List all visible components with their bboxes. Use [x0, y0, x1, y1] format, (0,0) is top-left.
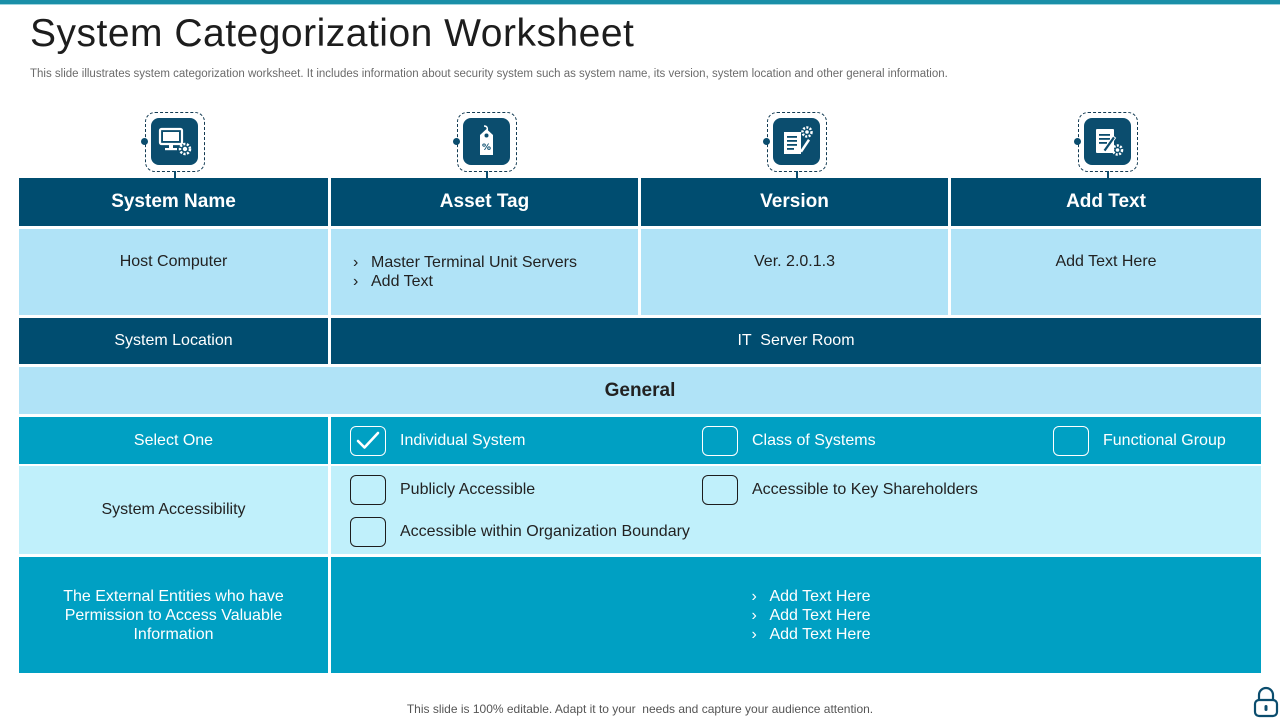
- external-entities-label: The External Entities who have Permission to Access Valuable Information: [19, 557, 328, 673]
- page-title: System Categorization Worksheet: [30, 12, 635, 55]
- option-publicly-accessible[interactable]: [350, 475, 535, 505]
- option-accessible-to-key-shareholders[interactable]: [702, 475, 978, 505]
- option-accessible-within-organization[interactable]: [350, 517, 690, 547]
- select-one-label: Select One: [19, 417, 328, 464]
- option-label: Functional Group: [1103, 432, 1226, 449]
- system-location-label: System Location: [19, 318, 328, 364]
- option-label: Accessible within Organization Boundary: [400, 523, 690, 540]
- list-item: › Master Terminal Unit Servers: [353, 254, 577, 271]
- list-item: › Add Text: [353, 273, 433, 290]
- option-class-of-systems[interactable]: [702, 426, 876, 456]
- header-version: Version: [641, 178, 948, 226]
- asset-tag-cell: [331, 229, 638, 315]
- option-label: Accessible to Key Shareholders: [752, 481, 978, 498]
- page-subtitle: This slide illustrates system categorization worksheet. It includes information about security system such as system name, its version, system location and other general information.: [30, 68, 948, 80]
- list-item: › Add Text Here: [751, 587, 871, 605]
- checkbox-checked[interactable]: [350, 426, 386, 456]
- external-entities-list: [751, 587, 870, 644]
- option-label: Individual System: [400, 432, 526, 449]
- checkbox[interactable]: [350, 475, 386, 505]
- add-text-value: Add Text Here: [951, 229, 1261, 315]
- header-system-name: System Name: [19, 178, 328, 226]
- system-name-value: Host Computer: [19, 229, 328, 315]
- checkbox[interactable]: [702, 475, 738, 505]
- general-section-title: General: [19, 367, 1261, 414]
- document-settings-icon: [767, 112, 827, 172]
- edit-document-icon: [1078, 112, 1138, 172]
- svg-text:%: %: [481, 143, 492, 153]
- option-functional-group[interactable]: [1053, 426, 1226, 456]
- footer-note: This slide is 100% editable. Adapt it to your needs and capture your audience attention.: [406, 702, 874, 716]
- header-asset-tag: Asset Tag: [331, 178, 638, 226]
- option-label: Publicly Accessible: [400, 481, 536, 498]
- checkbox[interactable]: [1053, 426, 1089, 456]
- checkbox[interactable]: [350, 517, 386, 547]
- system-accessibility-label: System Accessibility: [19, 466, 328, 554]
- top-accent-line: [0, 4, 1280, 5]
- external-entities-cell: [331, 557, 1261, 673]
- version-value: Ver. 2.0.1.3: [641, 229, 948, 315]
- list-item: › Add Text Here: [751, 625, 871, 643]
- price-tag-icon: [457, 112, 517, 172]
- lock-icon: [1253, 686, 1279, 720]
- checkmark-icon: [351, 427, 384, 454]
- system-location-value: IT Server Room: [331, 318, 1261, 364]
- list-item: › Add Text Here: [751, 606, 871, 624]
- computer-settings-icon: [145, 112, 205, 172]
- option-label: Class of Systems: [752, 432, 876, 449]
- checkbox[interactable]: [702, 426, 738, 456]
- header-add-text: Add Text: [951, 178, 1261, 226]
- asset-tag-list: [353, 253, 577, 291]
- option-individual-system[interactable]: [350, 426, 525, 456]
